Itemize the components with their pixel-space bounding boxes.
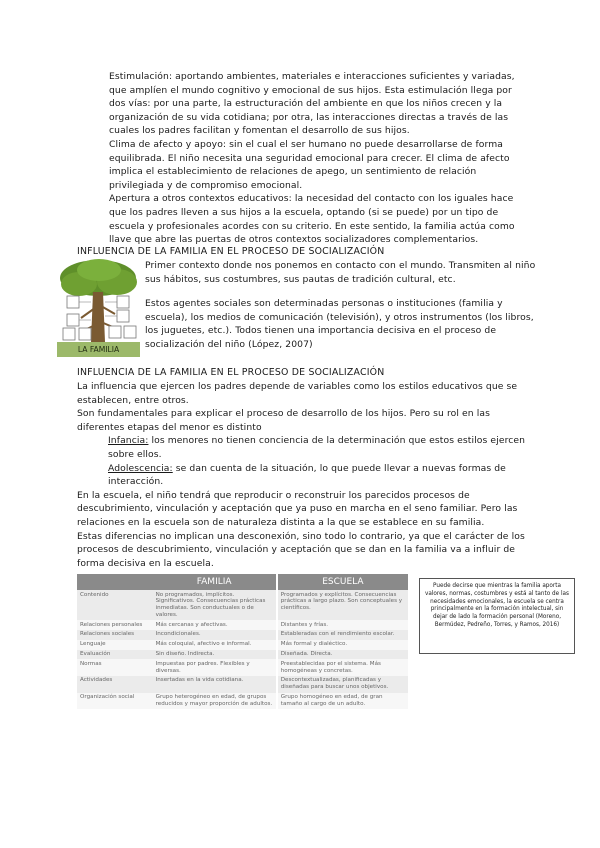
paragraph-apertura: Apertura a otros contextos educativos: la necesidad del contacto con los iguales hace que los padres lleven a sus hijos a la escuela, optando (si se puede) por un tipo de escuela y profesionales acordes con su criterio. En este sentido, la familia actúa como llave que abre las puertas de otros contextos socializadores complementarios. [109, 193, 515, 246]
table-cell: Más cercanas y afectivas. [153, 620, 277, 630]
table-row [77, 650, 408, 660]
tree-icon [57, 258, 140, 344]
paragraph-adolescencia [77, 462, 532, 489]
table-header-familia: FAMILIA [153, 574, 277, 590]
table-cell: Incondicionales. [153, 630, 277, 640]
adolescencia-text: se dan cuenta de la situación, lo que puede llevar a nuevas formas de interacción. [108, 462, 506, 488]
familia-escuela-table [77, 574, 408, 709]
paragraph-infancia [77, 434, 532, 461]
term-infancia: Infancia: [108, 435, 149, 447]
family-tree-illustration [57, 258, 140, 357]
table-cell: Actividades [77, 676, 153, 693]
table-cell: Sin diseño. Indirecta. [153, 650, 277, 660]
table-header-row [77, 574, 408, 590]
table-cell: Normas [77, 659, 153, 676]
table-cell: Insertadas en la vida cotidiana. [153, 676, 277, 693]
paragraph-diferencias: Estas diferencias no implican una desconexión, sino todo lo contrario, ya que el carácter de los procesos de descubrimiento, vinculación y aceptación que se dan en la familia va a influir de forma decisiva en la escuela. [77, 530, 525, 569]
section-heading-1: INFLUENCIA DE LA FAMILIA EN EL PROCESO DE SOCIALIZACIÓN [77, 246, 385, 257]
table-cell: Relaciones personales [77, 620, 153, 630]
paragraph-fundamentales: Son fundamentales para explicar el proceso de desarrollo de los hijos. Pero su rol en las diferentes etapas del menor es distinto [77, 408, 490, 433]
infancia-text: los menores no tienen conciencia de la determinación que estos estilos ejercen sobre ellos. [108, 435, 526, 460]
section-2-body [77, 380, 532, 570]
paragraph-primer-contexto: Primer contexto donde nos ponemos en contacto con el mundo. Transmiten al niño sus hábitos, sus costumbres, sus pautas de tradición cultural, etc. [145, 260, 536, 285]
table-cell: Diseñada. Directa. [277, 650, 408, 660]
paragraph-influencia-padres: La influencia que ejercen los padres depende de variables como los estilos educativos que se establecen, entre otros. [77, 381, 518, 406]
paragraph-clima-afecto: Clima de afecto y apoyo: sin el cual el ser humano no puede desarrollarse de forma equilibrada. El niño necesita una seguridad emocional para crecer. El clima de afecto implica el establecimiento de relaciones de apego, un sentimiento de relación privilegiada y de compromiso emocional. [109, 138, 510, 191]
table-row [77, 640, 408, 650]
table-cell: Lenguaje [77, 640, 153, 650]
term-adolescencia: Adolescencia: [108, 462, 173, 474]
table-cell: Distantes y frías. [277, 620, 408, 630]
table-cell: Más coloquial, afectivo e informal. [153, 640, 277, 650]
table-cell: Impuestas por padres. Flexibles y diversas. [153, 659, 277, 676]
table-cell: Más formal y dialéctico. [277, 640, 408, 650]
table-cell: Relaciones sociales [77, 630, 153, 640]
table-row [77, 630, 408, 640]
illustration-label: LA FAMILIA [57, 342, 140, 357]
table-cell: Descontextualizadas, planificadas y diseñadas para buscar unos objetivos. [277, 676, 408, 693]
table-header-escuela: ESCUELA [277, 574, 408, 590]
table-row [77, 676, 408, 693]
section-heading-2: INFLUENCIA DE LA FAMILIA EN EL PROCESO DE SOCIALIZACIÓN [77, 367, 385, 378]
table-cell: Programados y explícitos. Consecuencias prácticas a largo plazo. Son conceptuales y científicos. [277, 590, 408, 620]
table-row [77, 590, 408, 620]
table-cell: No programados, implícitos. Significativos. Consecuencias prácticas inmediatas. Son conductuales o de valores. [153, 590, 277, 620]
table-row [77, 693, 408, 710]
paragraph-agentes-sociales: Estos agentes sociales son determinadas personas o instituciones (familia y escuela), los medios de comunicación (televisión), y otros instrumentos (los libros, los juguetes, etc.). Todos tienen una importancia decisiva en el proceso de socialización del niño (López, 2007) [145, 298, 534, 350]
table-cell: Estableradas con el rendimiento escolar. [277, 630, 408, 640]
table-row [77, 620, 408, 630]
table-cell: Contenido [77, 590, 153, 620]
table-cell: Grupo heterogéneo en edad, de grupos reducidos y mayor proporción de adultos. [153, 693, 277, 710]
family-context-block [145, 259, 545, 352]
table-cell: Evaluación [77, 650, 153, 660]
table-cell: Preestablecidas por el sistema. Más homogéneas y concretas. [277, 659, 408, 676]
table-row [77, 659, 408, 676]
intro-block [109, 70, 529, 247]
paragraph-estimulacion: Estimulación: aportando ambientes, materiales e interacciones suficientes y variadas, que amplíen el mundo cognitivo y emocional de sus hijos. Esta estimulación llega por dos vías: por una parte, la estructuración del ambiente en que los niños crecen y la organización de su vida cotidiana; por otra, las interacciones directas a través de las cuales los padres facilitan y fomentan el desarrollo de sus hijos. [109, 71, 515, 137]
table-header-blank [77, 574, 153, 590]
side-note-box: Puede decirse que mientras la familia aporta valores, normas, costumbres y está al tanto de las necesidades emocionales, la escuela se centra principalmente en la formación intelectual, sin dejar de lado la formación personal (Moreno, Bermúdez, Pedreño, Torres, y Ramos, 2016) [419, 578, 575, 654]
table-cell: Organización social [77, 693, 153, 710]
paragraph-escuela: En la escuela, el niño tendrá que reproducir o reconstruir los parecidos procesos de descubrimiento, vinculación y aceptación que ya puso en marcha en el seno familiar. Pero las relaciones en la escuela son de naturaleza distinta a la que se establece en su familia. [77, 489, 518, 528]
table-cell: Grupo homogéneo en edad, de gran tamaño al cargo de un adulto. [277, 693, 408, 710]
